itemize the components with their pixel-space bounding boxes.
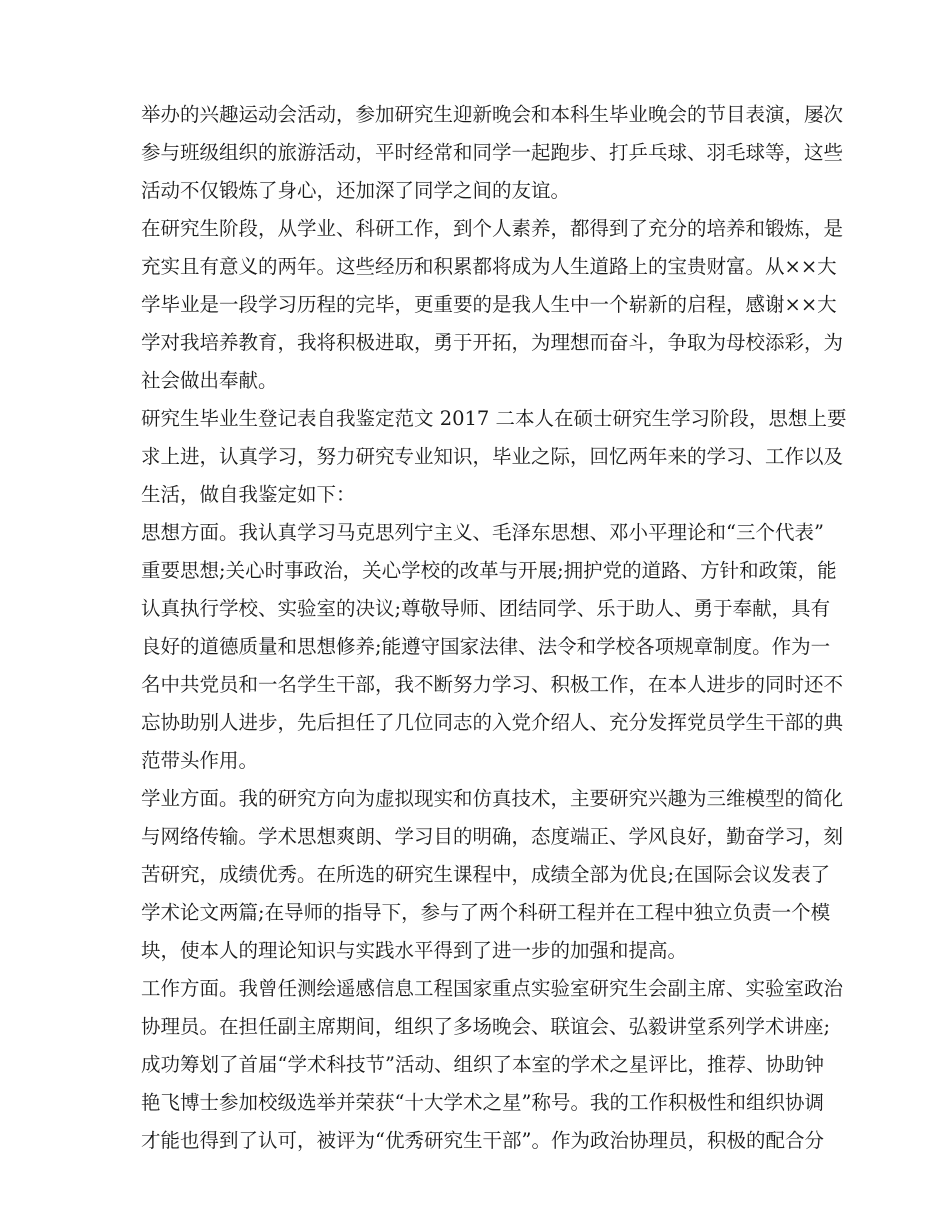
- text-line: 才能也得到了认可，被评为“优秀研究生干部”。作为政治协理员，积极的配合分: [141, 1129, 824, 1152]
- text-line: 充实且有意义的两年。这些经历和积累都将成为人生道路上的宝贵财富。从××大: [141, 255, 837, 278]
- text-line: 求上进，认真学习，努力研究专业知识，毕业之际，回忆两年来的学习、工作以及: [141, 445, 844, 468]
- text-line: 学对我培养教育，我将积极进取，勇于开拓，为理想而奋斗，争取为母校添彩，为: [141, 331, 844, 354]
- text-line: 生活，做自我鉴定如下：: [141, 483, 356, 506]
- text-line: 忘协助别人进步，先后担任了几位同志的入党介绍人、充分发挥党员学生干部的典: [141, 711, 844, 734]
- text-line: 与网络传输。学术思想爽朗、学习目的明确，态度端正、学风良好，勤奋学习，刻: [141, 825, 844, 848]
- text-line: 工作方面。我曾任测绘遥感信息工程国家重点实验室研究生会副主席、实验室政治: [141, 977, 844, 1000]
- text-line: 学业方面。我的研究方向为虚拟现实和仿真技术，主要研究兴趣为三维模型的简化: [141, 787, 844, 810]
- text-line: 参与班级组织的旅游活动，平时经常和同学一起跑步、打乒乓球、羽毛球等，这些: [141, 141, 844, 164]
- text-line: 良好的道德质量和思想修养;能遵守国家法律、法令和学校各项规章制度。作为一: [141, 635, 831, 658]
- text-line: 学毕业是一段学习历程的完毕，更重要的是我人生中一个崭新的启程，感谢××大: [141, 293, 837, 316]
- text-line: 在研究生阶段，从学业、科研工作，到个人素养，都得到了充分的培养和锻炼，是: [141, 217, 844, 240]
- text-line: 块，使本人的理论知识与实践水平得到了进一步的加强和提高。: [141, 939, 688, 962]
- document-body: [141, 96, 847, 1160]
- text-line: 研究生毕业生登记表自我鉴定范文 2017 二本人在硕士研究生学习阶段，思想上要: [141, 407, 847, 430]
- text-line: 学术论文两篇;在导师的指导下，参与了两个科研工程并在工程中独立负责一个模: [141, 901, 831, 924]
- text-line: 举办的兴趣运动会活动，参加研究生迎新晚会和本科生毕业晚会的节目表演，屡次: [141, 103, 844, 126]
- text-line: 活动不仅锻炼了身心，还加深了同学之间的友谊。: [141, 179, 571, 202]
- text-line: 社会做出奉献。: [141, 369, 278, 392]
- text-line: 协理员。在担任副主席期间，组织了多场晚会、联谊会、弘毅讲堂系列学术讲座;: [141, 1015, 831, 1038]
- text-line: 名中共党员和一名学生干部，我不断努力学习、积极工作，在本人进步的同时还不: [141, 673, 844, 696]
- text-line: 思想方面。我认真学习马克思列宁主义、毛泽东思想、邓小平理论和“三个代表”: [141, 521, 824, 544]
- text-line: 认真执行学校、实验室的决议;尊敬导师、团结同学、乐于助人、勇于奉献，具有: [141, 597, 831, 620]
- text-line: 范带头作用。: [141, 749, 259, 772]
- text-line: 成功筹划了首届“学术科技节”活动、组织了本室的学术之星评比，推荐、协助钟: [141, 1053, 824, 1076]
- text-line: 重要思想;关心时事政治，关心学校的改革与开展;拥护党的道路、方针和政策，能: [141, 559, 837, 582]
- text-line: 苦研究，成绩优秀。在所选的研究生课程中，成绩全部为优良;在国际会议发表了: [141, 863, 831, 886]
- text-line: 艳飞博士参加校级选举并荣获“十大学术之星”称号。我的工作积极性和组织协调: [141, 1091, 824, 1114]
